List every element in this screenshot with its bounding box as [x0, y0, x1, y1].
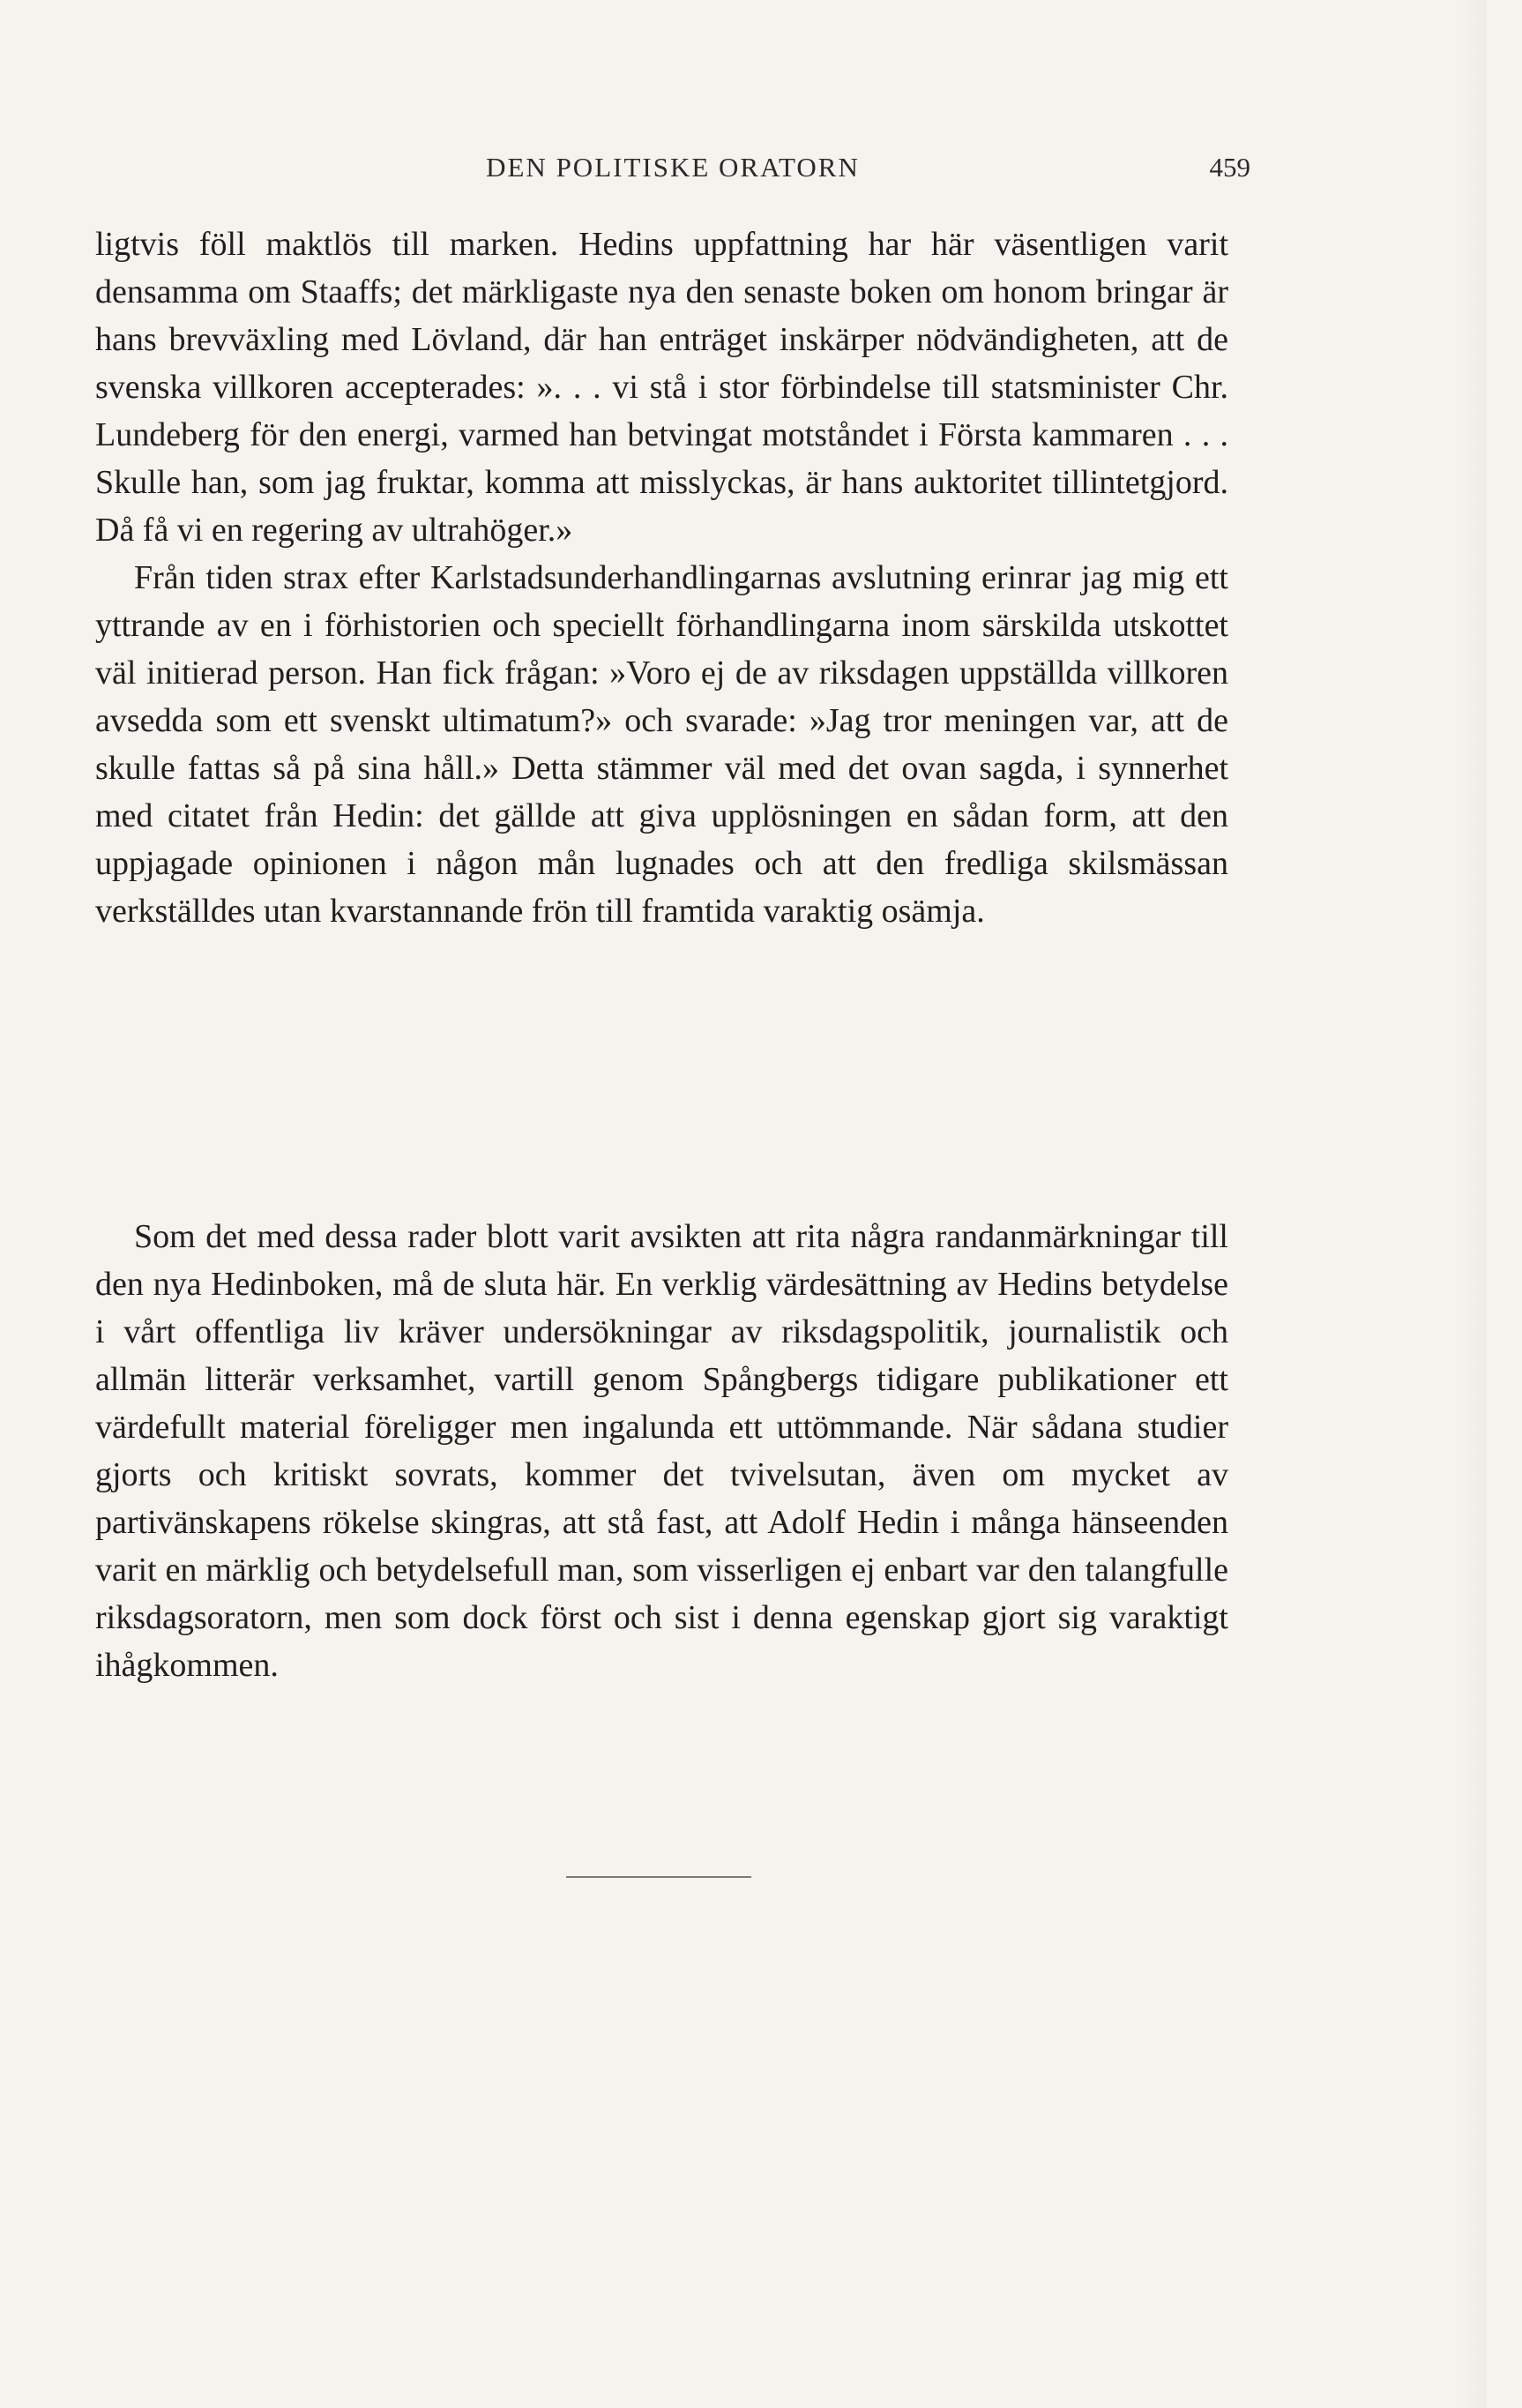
closing-text [95, 1213, 1228, 1689]
page-number: 459 [1209, 152, 1250, 183]
paragraph-2: Från tiden strax efter Karlstadsunderhandlingarnas avslutning erinrar jag mig ett yttrande av en i förhistorien och speciellt förhandlingarna inom särskilda utskottet väl initierad person. Han fick frågan: »Voro ej de av riksdagen uppställda villkoren avsedda som ett svenskt ultimatum?» och svarade: »Jag tror meningen var, att de skulle fattas så på sina håll.» Detta stämmer väl med det ovan sagda, i synnerhet med citatet från Hedin: det gällde att giva upplösningen en sådan form, att den uppjagade opinionen i någon mån lugnades och att den fredliga skilsmässan verkställdes utan kvarstannande frön till framtida varaktig osämja. [95, 559, 1228, 930]
page-shading [1460, 0, 1487, 2408]
running-title: DEN POLITISKE ORATORN [486, 152, 860, 183]
main-text [95, 221, 1228, 935]
page-header [95, 152, 1250, 196]
paragraph-1: ligtvis föll maktlös till marken. Hedins uppfattning har här väsentligen varit densamma om Staaffs; det märkligaste nya den senaste boken om honom bringar är hans brevväxling med Lövland, där han enträget inskärper nödvändigheten, att de svenska villkoren accepterades: ». . . vi stå i stor förbindelse till statsminister Chr. Lundeberg för den energi, varmed han betvingat motståndet i Första kammaren . . . Skulle han, som jag fruktar, komma att misslyckas, är hans auktoritet tillintetgjord. Då få vi en regering av ultrahöger.» [95, 226, 1228, 549]
paragraph-3: Som det med dessa rader blott varit avsikten att rita några randanmärkningar till den nya Hedinboken, må de sluta här. En verklig värdesättning av Hedins betydelse i vårt offentliga liv kräver undersökningar av riksdagspolitik, journalistik och allmän litterär verksamhet, vartill genom Spångbergs tidigare publikationer ett värdefullt material föreligger men ingalunda ett uttömmande. När sådana studier gjorts och kritiskt sovrats, kommer det tvivelsutan, även om mycket av partivänskapens rökelse skingras, att stå fast, att Adolf Hedin i många hänseenden varit en märklig och betydelsefull man, som visserligen ej enbart var den talangfulle riksdagsoratorn, men som dock först och sist i denna egenskap gjort sig varaktigt ihågkommen. [95, 1218, 1228, 1684]
section-end-rule [566, 1876, 751, 1878]
